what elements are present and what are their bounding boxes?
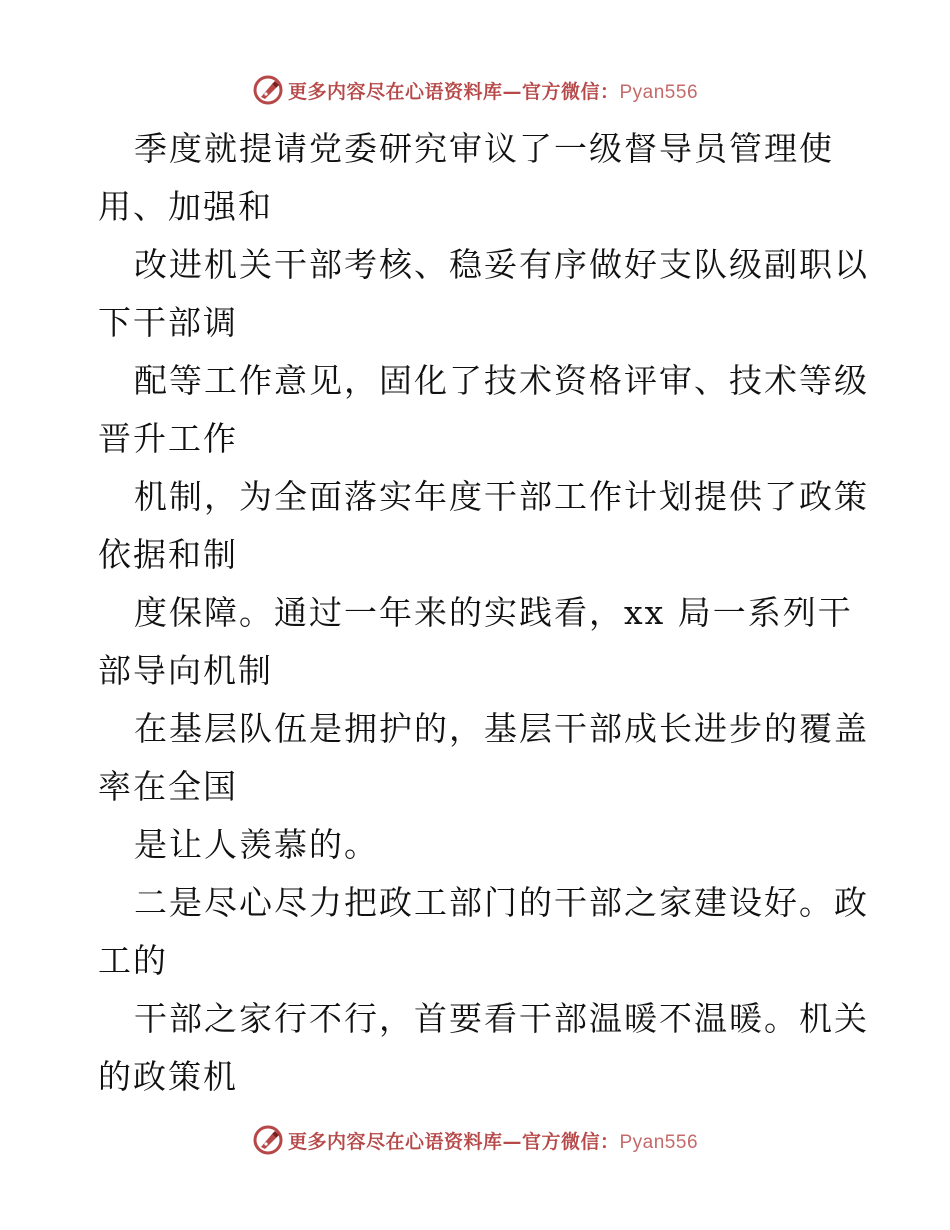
body-line: 用、加强和 bbox=[98, 187, 273, 226]
body-line: 工的 bbox=[98, 941, 168, 980]
header-banner-handle: Pyan556 bbox=[619, 81, 699, 103]
body-line: 机制，为全面落实年度干部工作计划提供了政策 bbox=[134, 477, 869, 516]
pen-nib-logo-icon bbox=[252, 74, 284, 106]
body-line: 依据和制 bbox=[98, 535, 238, 574]
body-line: 配等工作意见，固化了技术资格评审、技术等级 bbox=[134, 361, 869, 400]
footer-banner bbox=[0, 1120, 950, 1160]
footer-banner-handle: Pyan556 bbox=[619, 1131, 699, 1153]
header-banner-text bbox=[288, 77, 698, 104]
body-line: 改进机关干部考核、稳妥有序做好支队级副职以 bbox=[134, 245, 869, 284]
body-line: 干部之家行不行，首要看干部温暖不温暖。机关 bbox=[134, 999, 869, 1038]
body-line: 度保障。通过一年来的实践看，xx 局一系列干 bbox=[134, 593, 853, 632]
body-line: 二是尽心尽力把政工部门的干部之家建设好。政 bbox=[134, 883, 869, 922]
body-line: 下干部调 bbox=[98, 303, 238, 342]
header-banner-label: 更多内容尽在心语资料库—官方微信： bbox=[287, 80, 620, 103]
header-banner bbox=[0, 70, 950, 110]
body-line: 在基层队伍是拥护的，基层干部成长进步的覆盖 bbox=[134, 709, 869, 748]
body-line: 部导向机制 bbox=[98, 651, 273, 690]
body-line: 率在全国 bbox=[98, 767, 238, 806]
body-line: 是让人羡慕的。 bbox=[134, 825, 379, 864]
body-line: 季度就提请党委研究审议了一级督导员管理使 bbox=[134, 129, 834, 168]
body-line: 晋升工作 bbox=[98, 419, 238, 458]
pen-nib-logo-icon bbox=[252, 1124, 284, 1156]
footer-banner-text bbox=[288, 1127, 698, 1154]
footer-banner-label: 更多内容尽在心语资料库—官方微信： bbox=[287, 1130, 620, 1153]
document-body bbox=[98, 120, 869, 1106]
body-line: 的政策机 bbox=[98, 1057, 238, 1096]
